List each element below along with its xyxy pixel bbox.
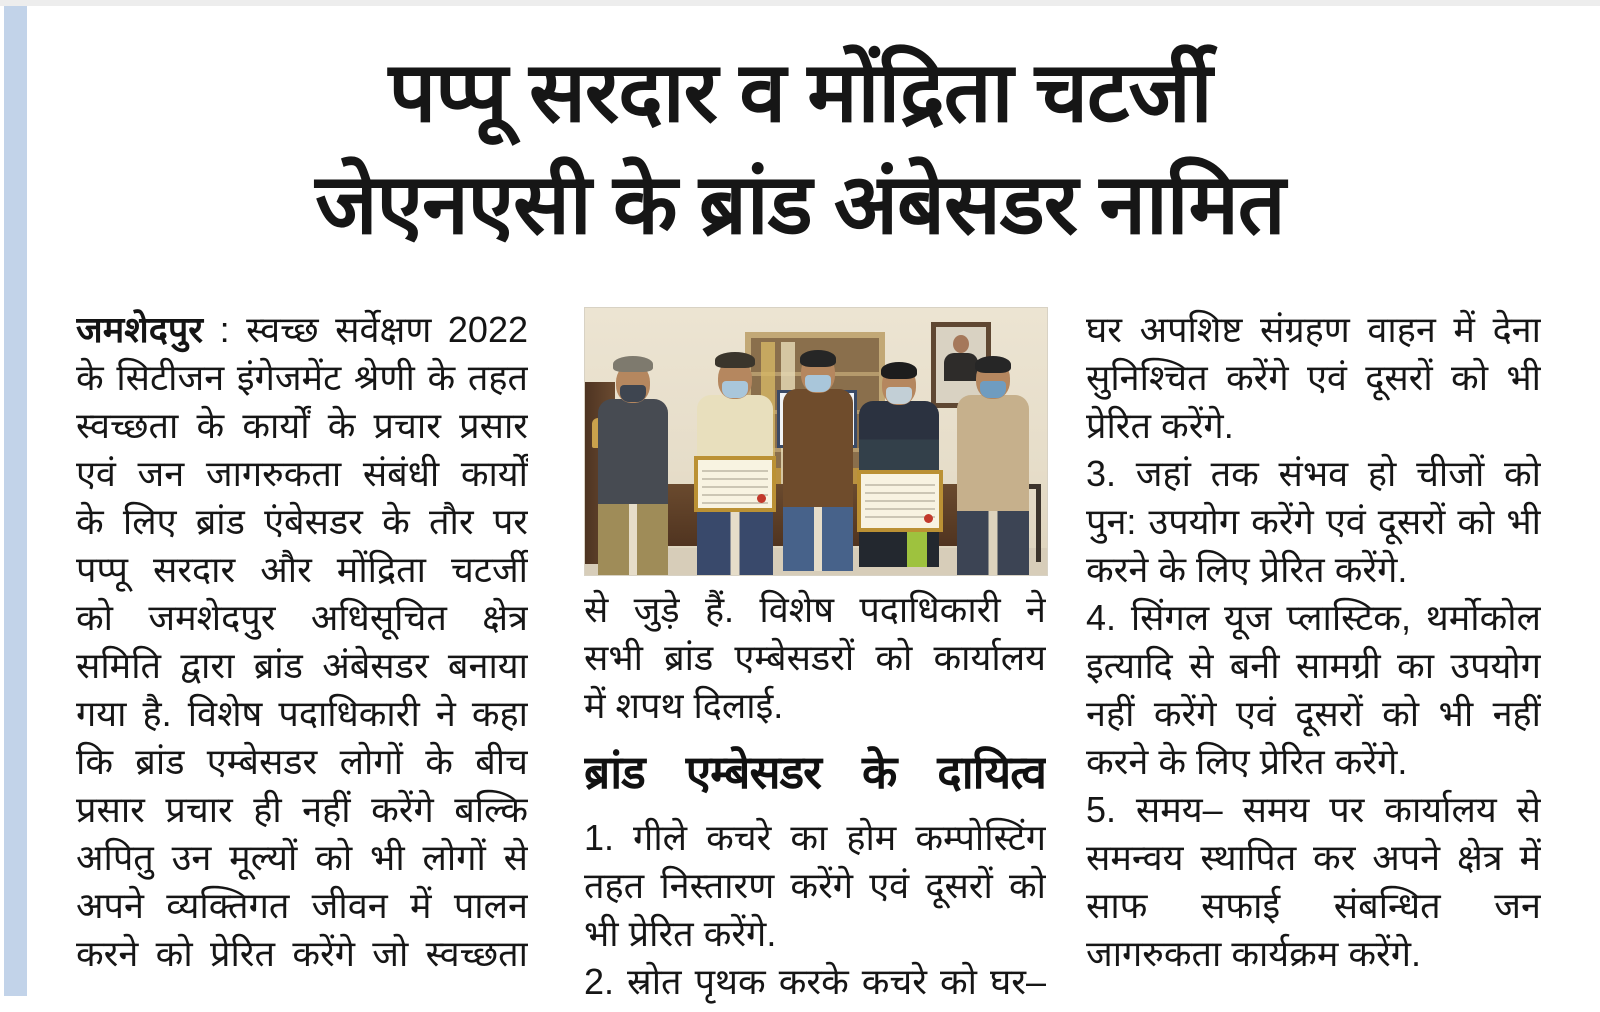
text-line: 4. सिंगल यूज प्लास्टिक, थर्मोकोल [1086, 597, 1541, 638]
text-line: से जुड़े हैं. विशेष पदाधिकारी ने [584, 589, 1046, 630]
certificate-2 [857, 470, 943, 532]
headline-line-2: जेएनएसी के ब्रांड अंबेसडर नामित [315, 157, 1285, 251]
photo-person-1 [598, 363, 668, 575]
person-legs [783, 507, 853, 571]
person-hair [975, 356, 1011, 373]
text-line: कि ब्रांड एम्बेसडर लोगों के बीच [76, 741, 528, 782]
text-line: समिति द्वारा ब्रांड अंबेसडर बनाया [76, 645, 528, 686]
text-line: जागरुकता कार्यक्रम करेंगे. [1086, 933, 1421, 974]
text-line: एवं जन जागरुकता संबंधी कार्यों [76, 453, 528, 494]
certificate-seal [924, 514, 933, 523]
person-hair [881, 362, 917, 379]
person-cap [715, 352, 755, 368]
person-legs [957, 511, 1029, 575]
text-line: समन्वय स्थापित कर अपने क्षेत्र में [1086, 837, 1541, 878]
person-head [882, 365, 916, 405]
text-line: के लिए ब्रांड एंबेसडर के तौर पर [76, 501, 528, 542]
text-line: भी प्रेरित करेंगे. [584, 913, 777, 954]
person-head [616, 363, 650, 403]
certificate-1 [694, 456, 776, 512]
person-torso [598, 399, 668, 504]
duties-list-text [584, 814, 1046, 1006]
person-torso [957, 395, 1029, 511]
text-line: करने को प्रेरित करेंगे जो स्वच्छता [76, 933, 528, 974]
photo-person-5 [957, 359, 1029, 575]
text-line: साफ सफाई संबन्धित जन [1086, 885, 1541, 926]
text-line: के सिटीजन इंगेजमेंट श्रेणी के तहत [76, 357, 528, 398]
text-line: तहत निस्तारण करेंगे एवं दूसरों को [584, 865, 1046, 906]
text-line: स्वच्छता के कार्यों के प्रचार प्रसार [76, 405, 528, 446]
text-line: को जमशेदपुर अधिसूचित क्षेत्र [76, 597, 528, 638]
text-line: नहीं करेंगे एवं दूसरों को भी नहीं [1086, 693, 1541, 734]
article-headline [60, 36, 1540, 260]
certificate-seal [757, 494, 766, 503]
text-line: अपितु उन मूल्यों को भी लोगों से [76, 837, 528, 878]
person-head [976, 359, 1010, 399]
text-line: गया है. विशेष पदाधिकारी ने कहा [76, 693, 528, 734]
text-line: प्रेरित करेंगे. [1086, 405, 1234, 446]
middle-column-text [584, 586, 1046, 730]
person-hair [800, 350, 836, 367]
text-line: घर अपशिष्ट संग्रहण वाहन में देना [1086, 309, 1541, 350]
photo-person-3 [783, 353, 853, 575]
person-head [718, 359, 752, 399]
person-mask [886, 387, 912, 404]
column-middle [584, 305, 1046, 1006]
text-line: इत्यादि से बनी सामग्री का उपयोग [1086, 645, 1541, 686]
portrait-head [953, 335, 969, 353]
person-mask [722, 381, 748, 398]
text-line: 1. गीले कचरे का होम कम्पोस्टिंग [584, 817, 1046, 858]
person-legs [598, 504, 668, 575]
person-mask [620, 385, 646, 402]
text-line: करने के लिए प्रेरित करेंगे. [1086, 549, 1408, 590]
column-right [1086, 306, 1541, 978]
text-line: करने के लिए प्रेरित करेंगे. [1086, 741, 1408, 782]
person-cap [613, 356, 653, 372]
text-line: 5. समय– समय पर कार्यालय से [1086, 789, 1541, 830]
text-line: पुन: उपयोग करेंगे एवं दूसरों को भी [1086, 501, 1541, 542]
dateline-line [76, 306, 528, 354]
text-line: प्रसार प्रचार ही नहीं करेंगे बल्कि [76, 789, 528, 830]
person-mask [980, 381, 1006, 398]
person-legs [697, 507, 773, 576]
person-mask [805, 375, 831, 392]
page-top-band [0, 0, 1600, 6]
person-torso [783, 389, 853, 507]
section-subheading: ब्रांड एम्बेसडर के दायित्व [584, 746, 1046, 798]
text-line: 3. जहां तक संभव हो चीजों को [1086, 453, 1541, 494]
text-line: सभी ब्रांड एम्बेसडरों को कार्यालय [584, 637, 1046, 678]
text-line: 2. स्रोत पृथक करके कचरे को घर– [584, 961, 1046, 1002]
column-left [76, 306, 528, 978]
news-photo [584, 307, 1048, 576]
text-line: सुनिश्चित करेंगे एवं दूसरों को भी [1086, 357, 1541, 398]
dateline-city: जमशेदपुर [76, 309, 204, 350]
person-head [801, 353, 835, 393]
left-margin-strip [4, 6, 27, 996]
headline-line-1: पप्पू सरदार व मोंद्रिता चटर्जी [388, 45, 1212, 139]
text-line: में शपथ दिलाई. [584, 685, 784, 726]
right-column-text [1086, 306, 1541, 978]
left-column-text [76, 354, 528, 978]
person-legs [859, 529, 939, 567]
text-line: पप्पू सरदार और मोंद्रिता चटर्जी [76, 549, 528, 590]
dateline-rest: : स्वच्छ सर्वेक्षण 2022 [203, 309, 528, 350]
text-line: अपने व्यक्तिगत जीवन में पालन [76, 885, 528, 926]
